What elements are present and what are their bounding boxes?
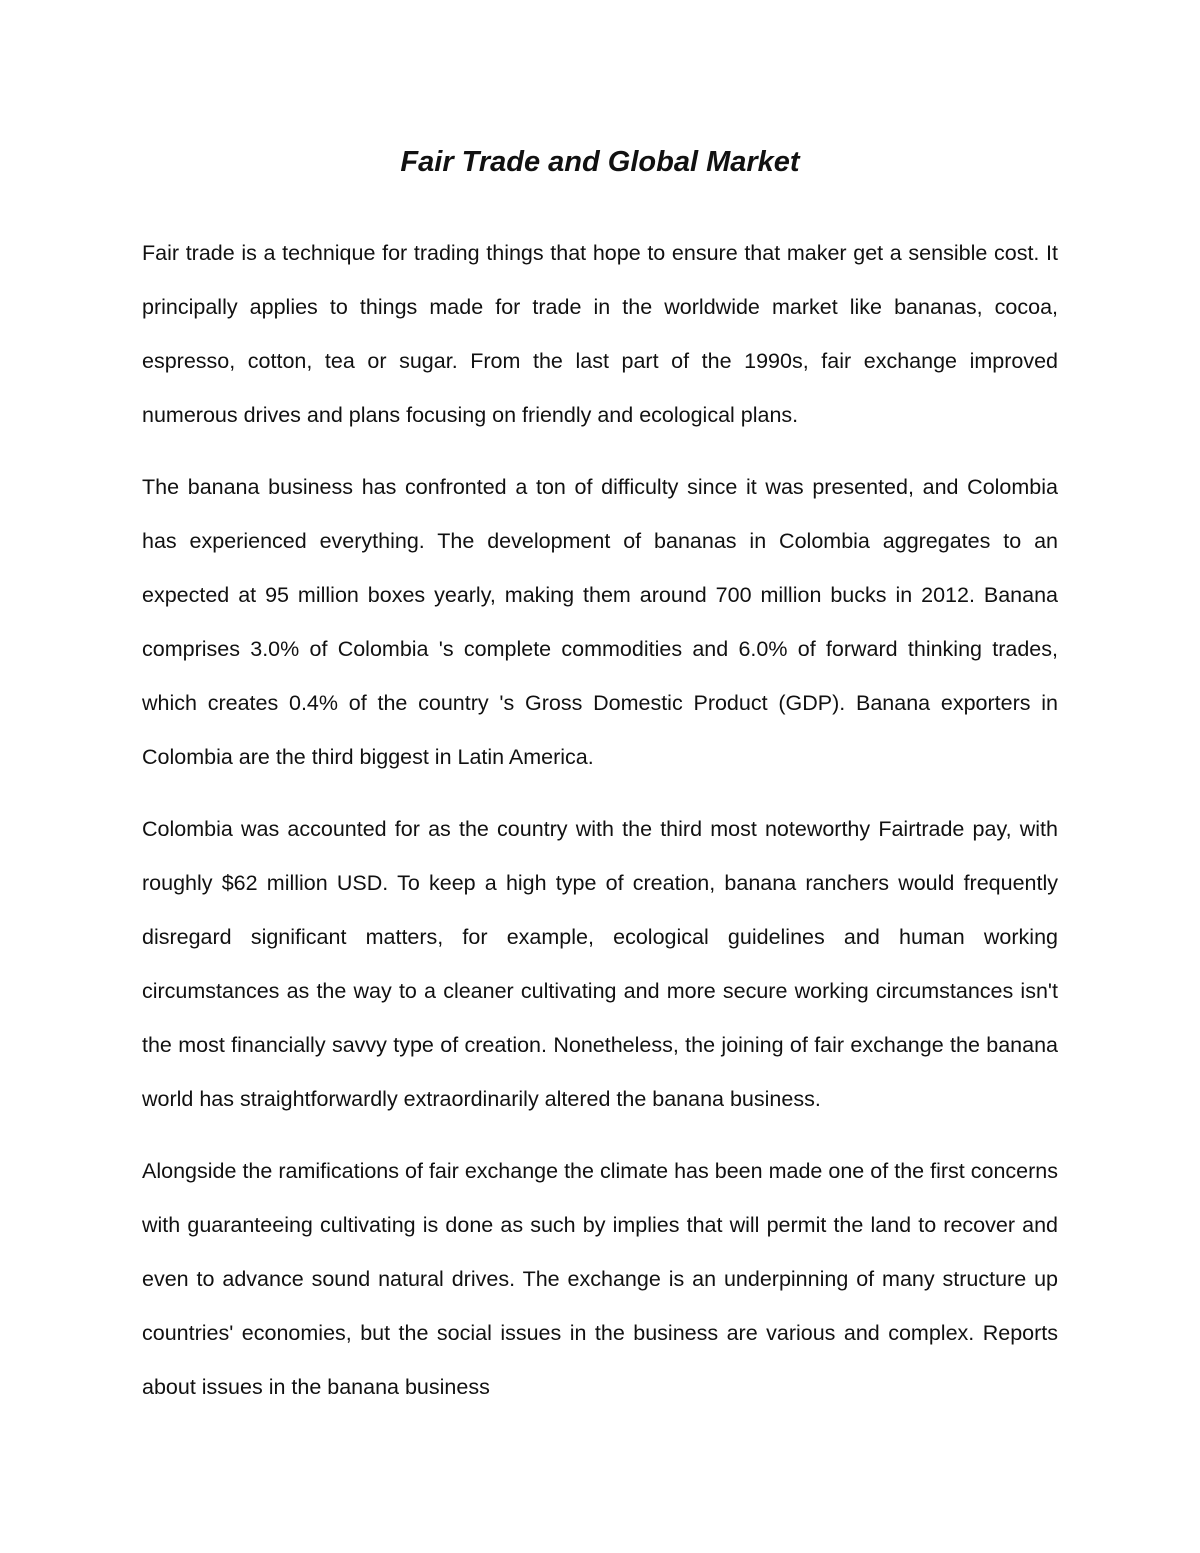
paragraph-colombia-banana-business: The banana business has confronted a ton of difficulty since it was presented, and Colombia has experienced everything. The development of bananas in Colombia aggregates to an expected at 95 million boxes yearly, making them around 700 million bucks in 2012. Banana comprises 3.0% of Colombia 's complete commodities and 6.0% of forward thinking trades, which creates 0.4% of the country 's Gross Domestic Product (GDP). Banana exporters in Colombia are the third biggest in Latin America. [142, 475, 1058, 769]
paragraph-fair-trade-definition: Fair trade is a technique for trading things that hope to ensure that maker get a sensible cost. It principally applies to things made for trade in the worldwide market like bananas, cocoa, espresso, cotton, tea or sugar. From the last part of the 1990s, fair exchange improved numerous drives and plans focusing on friendly and ecological plans. [142, 241, 1058, 427]
paragraph-fairtrade-income: Colombia was accounted for as the country with the third most noteworthy Fairtrade pay, with roughly $62 million USD. To keep a high type of creation, banana ranchers would frequently disregard significant matters, for example, ecological guidelines and human working circumstances as the way to a cleaner cultivating and more secure working circumstances isn't the most financially savvy type of creation. Nonetheless, the joining of fair exchange the banana world has straightforwardly extraordinarily altered the banana business. [142, 817, 1058, 1111]
document-title: Fair Trade and Global Market [400, 146, 800, 178]
paragraph-climate-implications: Alongside the ramifications of fair exchange the climate has been made one of the first concerns with guaranteeing cultivating is done as such by implies that will permit the land to recover and even to advance sound natural drives. The exchange is an underpinning of many structure up countries' economies, but the social issues in the business are various and complex. Reports about issues in the banana business [142, 1159, 1058, 1399]
document-body [142, 226, 1058, 1432]
